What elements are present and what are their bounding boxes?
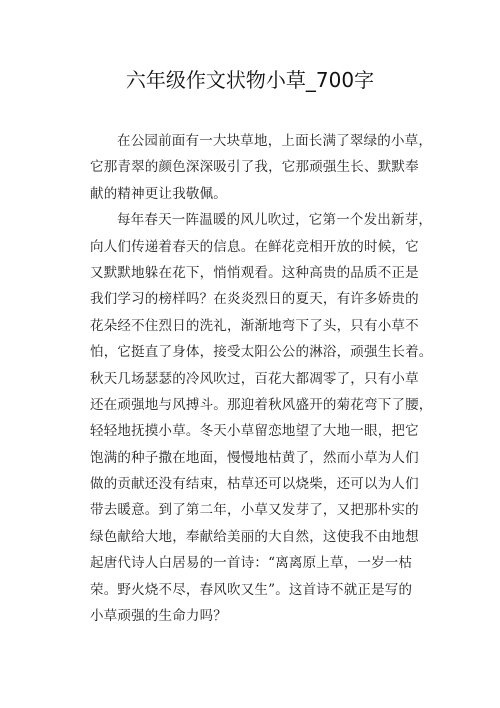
paragraph-2-line-6: 怕，它挺直了身体，接受太阳公公的淋浴，顽强生长着。 bbox=[90, 344, 433, 361]
paragraph-1-line-1: 在公园前面有一大块草地，上面长满了翠绿的小草， bbox=[117, 133, 433, 149]
paragraph-2-line-10: 饱满的种子撒在地面，慢慢地枯黄了，然而小草为人们 bbox=[90, 449, 419, 466]
paragraph-2-line-9: 轻轻地抚摸小草。冬天小草留恋地望了大地一眼，把它 bbox=[90, 423, 419, 440]
paragraph-2-line-1: 每年春天一阵温暖的风儿吹过，它第一个发出新芽， bbox=[117, 212, 433, 229]
paragraph-2-line-16: 小草顽强的生命力吗？ bbox=[90, 608, 227, 625]
document-body bbox=[90, 128, 433, 629]
paragraph-2-line-12: 带去暖意。到了第二年，小草又发芽了，又把那朴实的 bbox=[90, 502, 419, 519]
paragraph-2-line-15: 荣。野火烧不尽，春风吹又生”。这首诗不就正是写的 bbox=[90, 581, 413, 598]
paragraph-2-line-5: 花朵经不住烈日的洗礼，渐渐地弯下了头，只有小草不 bbox=[90, 317, 419, 334]
paragraph-1-line-3: 献的精神更让我敬佩。 bbox=[90, 185, 227, 202]
paragraph-2-line-8: 还在顽强地与风搏斗。那迎着秋风盛开的菊花弯下了腰， bbox=[90, 396, 433, 413]
paragraph-2-line-2: 向人们传递着春天的信息。在鲜花竞相开放的时候，它 bbox=[90, 238, 419, 255]
paragraph-2-line-13: 绿色献给大地，奉献给美丽的大自然，这使我不由地想 bbox=[90, 528, 419, 545]
paragraph-2-line-7: 秋天几场瑟瑟的冷风吹过，百花大都凋零了，只有小草 bbox=[90, 370, 419, 387]
document-title: 六年级作文状物小草_700字 bbox=[125, 68, 375, 92]
paragraph-2-line-3: 又默默地躲在花下，悄悄观看。这种高贵的品质不正是 bbox=[90, 264, 419, 281]
paragraph-2-line-11: 做的贡献还没有结束，枯草还可以烧柴，还可以为人们 bbox=[90, 476, 419, 493]
paragraph-2-line-14: 起唐代诗人白居易的一首诗：“离离原上草，一岁一枯 bbox=[90, 555, 413, 572]
paragraph-1-line-2: 它那青翠的颜色深深吸引了我，它那顽强生长、默默奉 bbox=[90, 159, 419, 176]
paragraph-2-line-4: 我们学习的榜样吗？在炎炎烈日的夏天，有许多娇贵的 bbox=[90, 291, 419, 308]
